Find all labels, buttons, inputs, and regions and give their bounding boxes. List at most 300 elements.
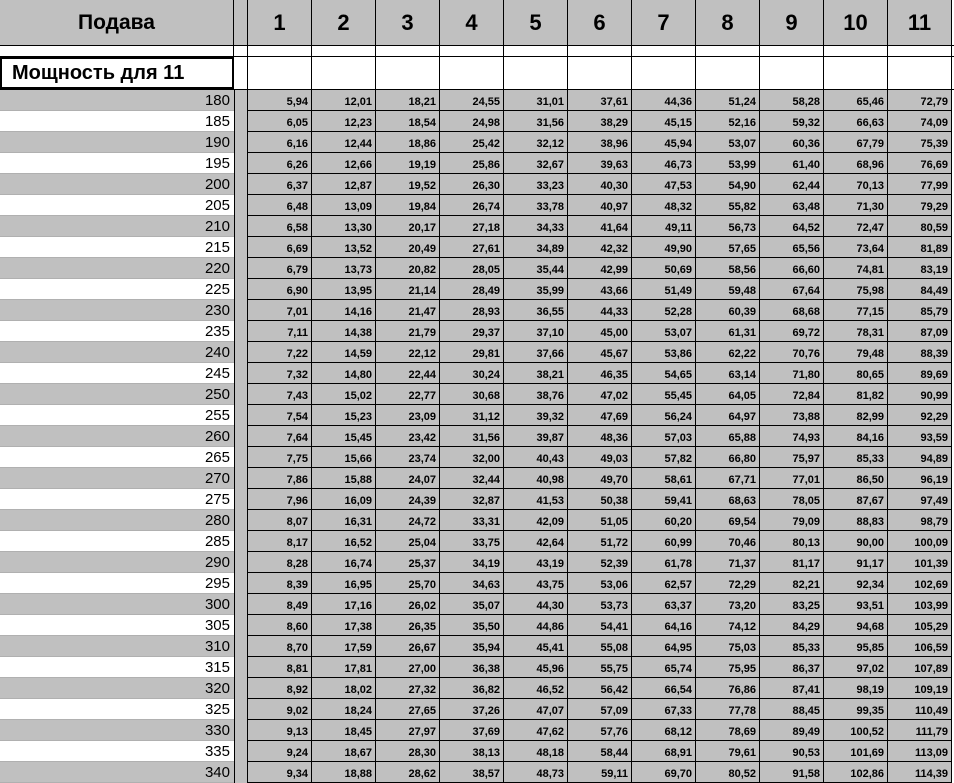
data-cell[interactable]: 8,60 (248, 615, 312, 636)
data-cell[interactable]: 30,24 (440, 363, 504, 384)
data-cell[interactable]: 22,77 (376, 384, 440, 405)
data-cell[interactable]: 88,45 (760, 699, 824, 720)
row-label-cell[interactable]: 195 (0, 153, 234, 174)
empty-cell[interactable] (312, 57, 376, 89)
data-cell[interactable]: 28,62 (376, 762, 440, 783)
data-cell[interactable]: 45,94 (632, 132, 696, 153)
column-header-2[interactable]: 2 (312, 0, 376, 45)
data-cell[interactable]: 7,54 (248, 405, 312, 426)
data-cell[interactable]: 6,26 (248, 153, 312, 174)
data-cell[interactable]: 70,46 (696, 531, 760, 552)
data-cell[interactable]: 49,70 (568, 468, 632, 489)
data-cell[interactable]: 53,06 (568, 573, 632, 594)
data-cell[interactable]: 71,37 (696, 552, 760, 573)
data-cell[interactable]: 36,82 (440, 678, 504, 699)
data-cell[interactable]: 8,92 (248, 678, 312, 699)
data-cell[interactable]: 55,08 (568, 636, 632, 657)
data-cell[interactable]: 101,39 (888, 552, 952, 573)
data-cell[interactable]: 20,49 (376, 237, 440, 258)
data-cell[interactable]: 33,31 (440, 510, 504, 531)
data-cell[interactable]: 69,72 (760, 321, 824, 342)
data-cell[interactable]: 65,46 (824, 90, 888, 111)
data-cell[interactable]: 88,83 (824, 510, 888, 531)
row-label-cell[interactable]: 295 (0, 573, 234, 594)
row-label-cell[interactable]: 335 (0, 741, 234, 762)
data-cell[interactable]: 33,23 (504, 174, 568, 195)
data-cell[interactable]: 55,75 (568, 657, 632, 678)
data-cell[interactable]: 18,54 (376, 111, 440, 132)
data-cell[interactable]: 44,86 (504, 615, 568, 636)
data-cell[interactable]: 25,86 (440, 153, 504, 174)
data-cell[interactable]: 13,09 (312, 195, 376, 216)
data-cell[interactable]: 60,20 (632, 510, 696, 531)
data-cell[interactable]: 94,89 (888, 447, 952, 468)
data-cell[interactable]: 57,09 (568, 699, 632, 720)
column-header-3[interactable]: 3 (376, 0, 440, 45)
data-cell[interactable]: 16,74 (312, 552, 376, 573)
data-cell[interactable]: 113,09 (888, 741, 952, 762)
data-cell[interactable]: 7,22 (248, 342, 312, 363)
data-cell[interactable]: 12,87 (312, 174, 376, 195)
data-cell[interactable]: 9,13 (248, 720, 312, 741)
data-cell[interactable]: 62,57 (632, 573, 696, 594)
data-cell[interactable]: 63,48 (760, 195, 824, 216)
data-cell[interactable]: 97,02 (824, 657, 888, 678)
data-cell[interactable]: 15,45 (312, 426, 376, 447)
data-cell[interactable]: 64,16 (632, 615, 696, 636)
data-cell[interactable]: 51,72 (568, 531, 632, 552)
data-cell[interactable]: 56,42 (568, 678, 632, 699)
data-cell[interactable]: 42,09 (504, 510, 568, 531)
data-cell[interactable]: 43,66 (568, 279, 632, 300)
data-cell[interactable]: 12,23 (312, 111, 376, 132)
data-cell[interactable]: 81,17 (760, 552, 824, 573)
data-cell[interactable]: 22,12 (376, 342, 440, 363)
data-cell[interactable]: 34,63 (440, 573, 504, 594)
data-cell[interactable]: 75,97 (760, 447, 824, 468)
empty-cell[interactable] (568, 57, 632, 89)
data-cell[interactable]: 85,33 (760, 636, 824, 657)
data-cell[interactable]: 19,84 (376, 195, 440, 216)
empty-cell[interactable] (696, 57, 760, 89)
data-cell[interactable]: 59,11 (568, 762, 632, 783)
data-cell[interactable]: 96,19 (888, 468, 952, 489)
data-cell[interactable]: 78,69 (696, 720, 760, 741)
data-cell[interactable]: 7,43 (248, 384, 312, 405)
data-cell[interactable]: 42,32 (568, 237, 632, 258)
data-cell[interactable]: 78,05 (760, 489, 824, 510)
data-cell[interactable]: 35,94 (440, 636, 504, 657)
data-cell[interactable]: 12,44 (312, 132, 376, 153)
data-cell[interactable]: 84,16 (824, 426, 888, 447)
data-cell[interactable]: 74,81 (824, 258, 888, 279)
data-cell[interactable]: 95,85 (824, 636, 888, 657)
data-cell[interactable]: 8,07 (248, 510, 312, 531)
data-cell[interactable]: 51,24 (696, 90, 760, 111)
row-label-cell[interactable]: 305 (0, 615, 234, 636)
data-cell[interactable]: 8,39 (248, 573, 312, 594)
empty-cell[interactable] (888, 57, 952, 89)
data-cell[interactable]: 70,13 (824, 174, 888, 195)
data-cell[interactable]: 93,59 (888, 426, 952, 447)
data-cell[interactable]: 80,13 (760, 531, 824, 552)
data-cell[interactable]: 56,24 (632, 405, 696, 426)
data-cell[interactable]: 47,69 (568, 405, 632, 426)
data-cell[interactable]: 59,41 (632, 489, 696, 510)
data-cell[interactable]: 22,44 (376, 363, 440, 384)
data-cell[interactable]: 53,07 (696, 132, 760, 153)
row-label-cell[interactable]: 240 (0, 342, 234, 363)
data-cell[interactable]: 68,68 (760, 300, 824, 321)
data-cell[interactable]: 19,19 (376, 153, 440, 174)
data-cell[interactable]: 71,30 (824, 195, 888, 216)
data-cell[interactable]: 78,31 (824, 321, 888, 342)
data-cell[interactable]: 37,10 (504, 321, 568, 342)
data-cell[interactable]: 45,41 (504, 636, 568, 657)
empty-cell[interactable] (248, 57, 312, 89)
data-cell[interactable]: 72,29 (696, 573, 760, 594)
data-cell[interactable]: 82,99 (824, 405, 888, 426)
data-cell[interactable]: 16,95 (312, 573, 376, 594)
data-cell[interactable]: 57,65 (696, 237, 760, 258)
data-cell[interactable]: 94,68 (824, 615, 888, 636)
data-cell[interactable]: 97,49 (888, 489, 952, 510)
data-cell[interactable]: 18,45 (312, 720, 376, 741)
data-cell[interactable]: 21,47 (376, 300, 440, 321)
data-cell[interactable]: 100,09 (888, 531, 952, 552)
data-cell[interactable]: 72,84 (760, 384, 824, 405)
data-cell[interactable]: 6,58 (248, 216, 312, 237)
data-cell[interactable]: 18,86 (376, 132, 440, 153)
data-cell[interactable]: 64,05 (696, 384, 760, 405)
data-cell[interactable]: 67,71 (696, 468, 760, 489)
data-cell[interactable]: 25,04 (376, 531, 440, 552)
data-cell[interactable]: 6,69 (248, 237, 312, 258)
data-cell[interactable]: 39,63 (568, 153, 632, 174)
data-cell[interactable]: 65,74 (632, 657, 696, 678)
data-cell[interactable]: 72,47 (824, 216, 888, 237)
column-header-5[interactable]: 5 (504, 0, 568, 45)
data-cell[interactable]: 6,79 (248, 258, 312, 279)
data-cell[interactable]: 7,11 (248, 321, 312, 342)
data-cell[interactable]: 114,39 (888, 762, 952, 783)
data-cell[interactable]: 105,29 (888, 615, 952, 636)
data-cell[interactable]: 62,44 (760, 174, 824, 195)
data-cell[interactable]: 12,66 (312, 153, 376, 174)
data-cell[interactable]: 43,75 (504, 573, 568, 594)
row-label-cell[interactable]: 270 (0, 468, 234, 489)
data-cell[interactable]: 77,78 (696, 699, 760, 720)
data-cell[interactable]: 64,95 (632, 636, 696, 657)
data-cell[interactable]: 34,19 (440, 552, 504, 573)
data-cell[interactable]: 49,03 (568, 447, 632, 468)
empty-cell[interactable] (376, 57, 440, 89)
data-cell[interactable]: 27,61 (440, 237, 504, 258)
data-cell[interactable]: 6,05 (248, 111, 312, 132)
data-cell[interactable]: 26,74 (440, 195, 504, 216)
row-label-cell[interactable]: 200 (0, 174, 234, 195)
row-label-cell[interactable]: 330 (0, 720, 234, 741)
row-label-cell[interactable]: 230 (0, 300, 234, 321)
data-cell[interactable]: 40,98 (504, 468, 568, 489)
data-cell[interactable]: 64,97 (696, 405, 760, 426)
data-cell[interactable]: 46,35 (568, 363, 632, 384)
data-cell[interactable]: 75,98 (824, 279, 888, 300)
data-cell[interactable]: 7,01 (248, 300, 312, 321)
data-cell[interactable]: 24,72 (376, 510, 440, 531)
data-cell[interactable]: 85,33 (824, 447, 888, 468)
data-cell[interactable]: 51,49 (632, 279, 696, 300)
row-label-cell[interactable]: 180 (0, 90, 234, 111)
data-cell[interactable]: 63,14 (696, 363, 760, 384)
row-label-cell[interactable]: 235 (0, 321, 234, 342)
data-cell[interactable]: 90,53 (760, 741, 824, 762)
data-cell[interactable]: 58,61 (632, 468, 696, 489)
data-cell[interactable]: 49,11 (632, 216, 696, 237)
data-cell[interactable]: 32,12 (504, 132, 568, 153)
data-cell[interactable]: 21,79 (376, 321, 440, 342)
data-cell[interactable]: 103,99 (888, 594, 952, 615)
data-cell[interactable]: 87,41 (760, 678, 824, 699)
data-cell[interactable]: 68,96 (824, 153, 888, 174)
data-cell[interactable]: 68,63 (696, 489, 760, 510)
data-cell[interactable]: 33,75 (440, 531, 504, 552)
data-cell[interactable]: 28,49 (440, 279, 504, 300)
data-cell[interactable]: 64,52 (760, 216, 824, 237)
data-cell[interactable]: 24,39 (376, 489, 440, 510)
data-cell[interactable]: 14,59 (312, 342, 376, 363)
data-cell[interactable]: 24,98 (440, 111, 504, 132)
data-cell[interactable]: 58,56 (696, 258, 760, 279)
data-cell[interactable]: 26,02 (376, 594, 440, 615)
data-cell[interactable]: 54,90 (696, 174, 760, 195)
data-cell[interactable]: 13,95 (312, 279, 376, 300)
data-cell[interactable]: 29,81 (440, 342, 504, 363)
data-cell[interactable]: 6,48 (248, 195, 312, 216)
data-cell[interactable]: 44,30 (504, 594, 568, 615)
row-label-cell[interactable]: 275 (0, 489, 234, 510)
data-cell[interactable]: 20,17 (376, 216, 440, 237)
data-cell[interactable]: 25,70 (376, 573, 440, 594)
data-cell[interactable]: 35,44 (504, 258, 568, 279)
column-header-8[interactable]: 8 (696, 0, 760, 45)
data-cell[interactable]: 9,02 (248, 699, 312, 720)
data-cell[interactable]: 84,49 (888, 279, 952, 300)
empty-cell[interactable] (440, 57, 504, 89)
data-cell[interactable]: 23,74 (376, 447, 440, 468)
data-cell[interactable]: 79,61 (696, 741, 760, 762)
data-cell[interactable]: 24,07 (376, 468, 440, 489)
data-cell[interactable]: 48,36 (568, 426, 632, 447)
row-label-cell[interactable]: 310 (0, 636, 234, 657)
data-cell[interactable]: 57,76 (568, 720, 632, 741)
data-cell[interactable]: 75,95 (696, 657, 760, 678)
row-label-cell[interactable]: 300 (0, 594, 234, 615)
data-cell[interactable]: 8,70 (248, 636, 312, 657)
data-cell[interactable]: 18,88 (312, 762, 376, 783)
data-cell[interactable]: 27,65 (376, 699, 440, 720)
data-cell[interactable]: 47,02 (568, 384, 632, 405)
column-header-11[interactable]: 11 (888, 0, 952, 45)
data-cell[interactable]: 20,82 (376, 258, 440, 279)
data-cell[interactable]: 61,40 (760, 153, 824, 174)
data-cell[interactable]: 77,01 (760, 468, 824, 489)
data-cell[interactable]: 98,79 (888, 510, 952, 531)
data-cell[interactable]: 52,28 (632, 300, 696, 321)
data-cell[interactable]: 29,37 (440, 321, 504, 342)
data-cell[interactable]: 107,89 (888, 657, 952, 678)
data-cell[interactable]: 54,41 (568, 615, 632, 636)
row-label-cell[interactable]: 250 (0, 384, 234, 405)
data-cell[interactable]: 83,19 (888, 258, 952, 279)
data-cell[interactable]: 75,03 (696, 636, 760, 657)
data-cell[interactable]: 52,16 (696, 111, 760, 132)
data-cell[interactable]: 47,53 (632, 174, 696, 195)
data-cell[interactable]: 18,24 (312, 699, 376, 720)
data-cell[interactable]: 90,00 (824, 531, 888, 552)
data-cell[interactable]: 66,60 (760, 258, 824, 279)
data-cell[interactable]: 52,39 (568, 552, 632, 573)
data-cell[interactable]: 55,45 (632, 384, 696, 405)
data-cell[interactable]: 37,66 (504, 342, 568, 363)
data-cell[interactable]: 92,34 (824, 573, 888, 594)
column-header-4[interactable]: 4 (440, 0, 504, 45)
data-cell[interactable]: 23,42 (376, 426, 440, 447)
data-cell[interactable]: 59,32 (760, 111, 824, 132)
data-cell[interactable]: 102,69 (888, 573, 952, 594)
data-cell[interactable]: 24,55 (440, 90, 504, 111)
data-cell[interactable]: 82,21 (760, 573, 824, 594)
data-cell[interactable]: 84,29 (760, 615, 824, 636)
data-cell[interactable]: 40,97 (568, 195, 632, 216)
data-cell[interactable]: 42,99 (568, 258, 632, 279)
data-cell[interactable]: 56,73 (696, 216, 760, 237)
data-cell[interactable]: 37,61 (568, 90, 632, 111)
row-label-cell[interactable]: 225 (0, 279, 234, 300)
data-cell[interactable]: 60,36 (760, 132, 824, 153)
data-cell[interactable]: 88,39 (888, 342, 952, 363)
data-cell[interactable]: 38,57 (440, 762, 504, 783)
header-label[interactable]: Подава (0, 0, 234, 45)
data-cell[interactable]: 76,86 (696, 678, 760, 699)
data-cell[interactable]: 31,56 (440, 426, 504, 447)
data-cell[interactable]: 40,30 (568, 174, 632, 195)
data-cell[interactable]: 69,54 (696, 510, 760, 531)
data-cell[interactable]: 14,16 (312, 300, 376, 321)
row-label-cell[interactable]: 220 (0, 258, 234, 279)
data-cell[interactable]: 16,52 (312, 531, 376, 552)
data-cell[interactable]: 12,01 (312, 90, 376, 111)
data-cell[interactable]: 28,93 (440, 300, 504, 321)
data-cell[interactable]: 86,50 (824, 468, 888, 489)
data-cell[interactable]: 7,32 (248, 363, 312, 384)
data-cell[interactable]: 33,78 (504, 195, 568, 216)
data-cell[interactable]: 31,56 (504, 111, 568, 132)
data-cell[interactable]: 65,88 (696, 426, 760, 447)
data-cell[interactable]: 27,18 (440, 216, 504, 237)
data-cell[interactable]: 58,28 (760, 90, 824, 111)
data-cell[interactable]: 49,90 (632, 237, 696, 258)
data-cell[interactable]: 44,36 (632, 90, 696, 111)
data-cell[interactable]: 87,09 (888, 321, 952, 342)
data-cell[interactable]: 67,79 (824, 132, 888, 153)
data-cell[interactable]: 19,52 (376, 174, 440, 195)
data-cell[interactable]: 79,48 (824, 342, 888, 363)
data-cell[interactable]: 47,62 (504, 720, 568, 741)
data-cell[interactable]: 45,96 (504, 657, 568, 678)
data-cell[interactable]: 7,96 (248, 489, 312, 510)
data-cell[interactable]: 89,69 (888, 363, 952, 384)
data-cell[interactable]: 66,80 (696, 447, 760, 468)
data-cell[interactable]: 15,88 (312, 468, 376, 489)
row-label-cell[interactable]: 205 (0, 195, 234, 216)
data-cell[interactable]: 83,25 (760, 594, 824, 615)
data-cell[interactable]: 80,52 (696, 762, 760, 783)
data-cell[interactable]: 17,59 (312, 636, 376, 657)
data-cell[interactable]: 46,52 (504, 678, 568, 699)
data-cell[interactable]: 16,09 (312, 489, 376, 510)
row-label-cell[interactable]: 185 (0, 111, 234, 132)
data-cell[interactable]: 110,49 (888, 699, 952, 720)
data-cell[interactable]: 86,37 (760, 657, 824, 678)
data-cell[interactable]: 13,52 (312, 237, 376, 258)
data-cell[interactable]: 101,69 (824, 741, 888, 762)
column-header-10[interactable]: 10 (824, 0, 888, 45)
data-cell[interactable]: 68,12 (632, 720, 696, 741)
data-cell[interactable]: 42,64 (504, 531, 568, 552)
data-cell[interactable]: 70,76 (760, 342, 824, 363)
row-label-cell[interactable]: 320 (0, 678, 234, 699)
column-header-9[interactable]: 9 (760, 0, 824, 45)
data-cell[interactable]: 63,37 (632, 594, 696, 615)
empty-cell[interactable] (504, 57, 568, 89)
data-cell[interactable]: 60,39 (696, 300, 760, 321)
column-header-7[interactable]: 7 (632, 0, 696, 45)
data-cell[interactable]: 79,29 (888, 195, 952, 216)
data-cell[interactable]: 32,00 (440, 447, 504, 468)
data-cell[interactable]: 27,97 (376, 720, 440, 741)
data-cell[interactable]: 72,79 (888, 90, 952, 111)
data-cell[interactable]: 17,38 (312, 615, 376, 636)
row-label-cell[interactable]: 265 (0, 447, 234, 468)
data-cell[interactable]: 45,15 (632, 111, 696, 132)
data-cell[interactable]: 17,16 (312, 594, 376, 615)
data-cell[interactable]: 51,05 (568, 510, 632, 531)
data-cell[interactable]: 53,86 (632, 342, 696, 363)
data-cell[interactable]: 34,89 (504, 237, 568, 258)
data-cell[interactable]: 14,38 (312, 321, 376, 342)
data-cell[interactable]: 61,78 (632, 552, 696, 573)
data-cell[interactable]: 18,02 (312, 678, 376, 699)
data-cell[interactable]: 92,29 (888, 405, 952, 426)
row-label-cell[interactable]: 190 (0, 132, 234, 153)
data-cell[interactable]: 7,64 (248, 426, 312, 447)
row-label-cell[interactable]: 325 (0, 699, 234, 720)
row-label-cell[interactable]: 285 (0, 531, 234, 552)
data-cell[interactable]: 27,32 (376, 678, 440, 699)
data-cell[interactable]: 41,53 (504, 489, 568, 510)
row-label-cell[interactable]: 255 (0, 405, 234, 426)
data-cell[interactable]: 50,69 (632, 258, 696, 279)
data-cell[interactable]: 15,23 (312, 405, 376, 426)
data-cell[interactable]: 91,17 (824, 552, 888, 573)
data-cell[interactable]: 32,87 (440, 489, 504, 510)
data-cell[interactable]: 74,93 (760, 426, 824, 447)
data-cell[interactable]: 109,19 (888, 678, 952, 699)
power-label-cell[interactable]: Мощность для 11 (0, 57, 234, 89)
data-cell[interactable]: 18,21 (376, 90, 440, 111)
data-cell[interactable]: 54,65 (632, 363, 696, 384)
